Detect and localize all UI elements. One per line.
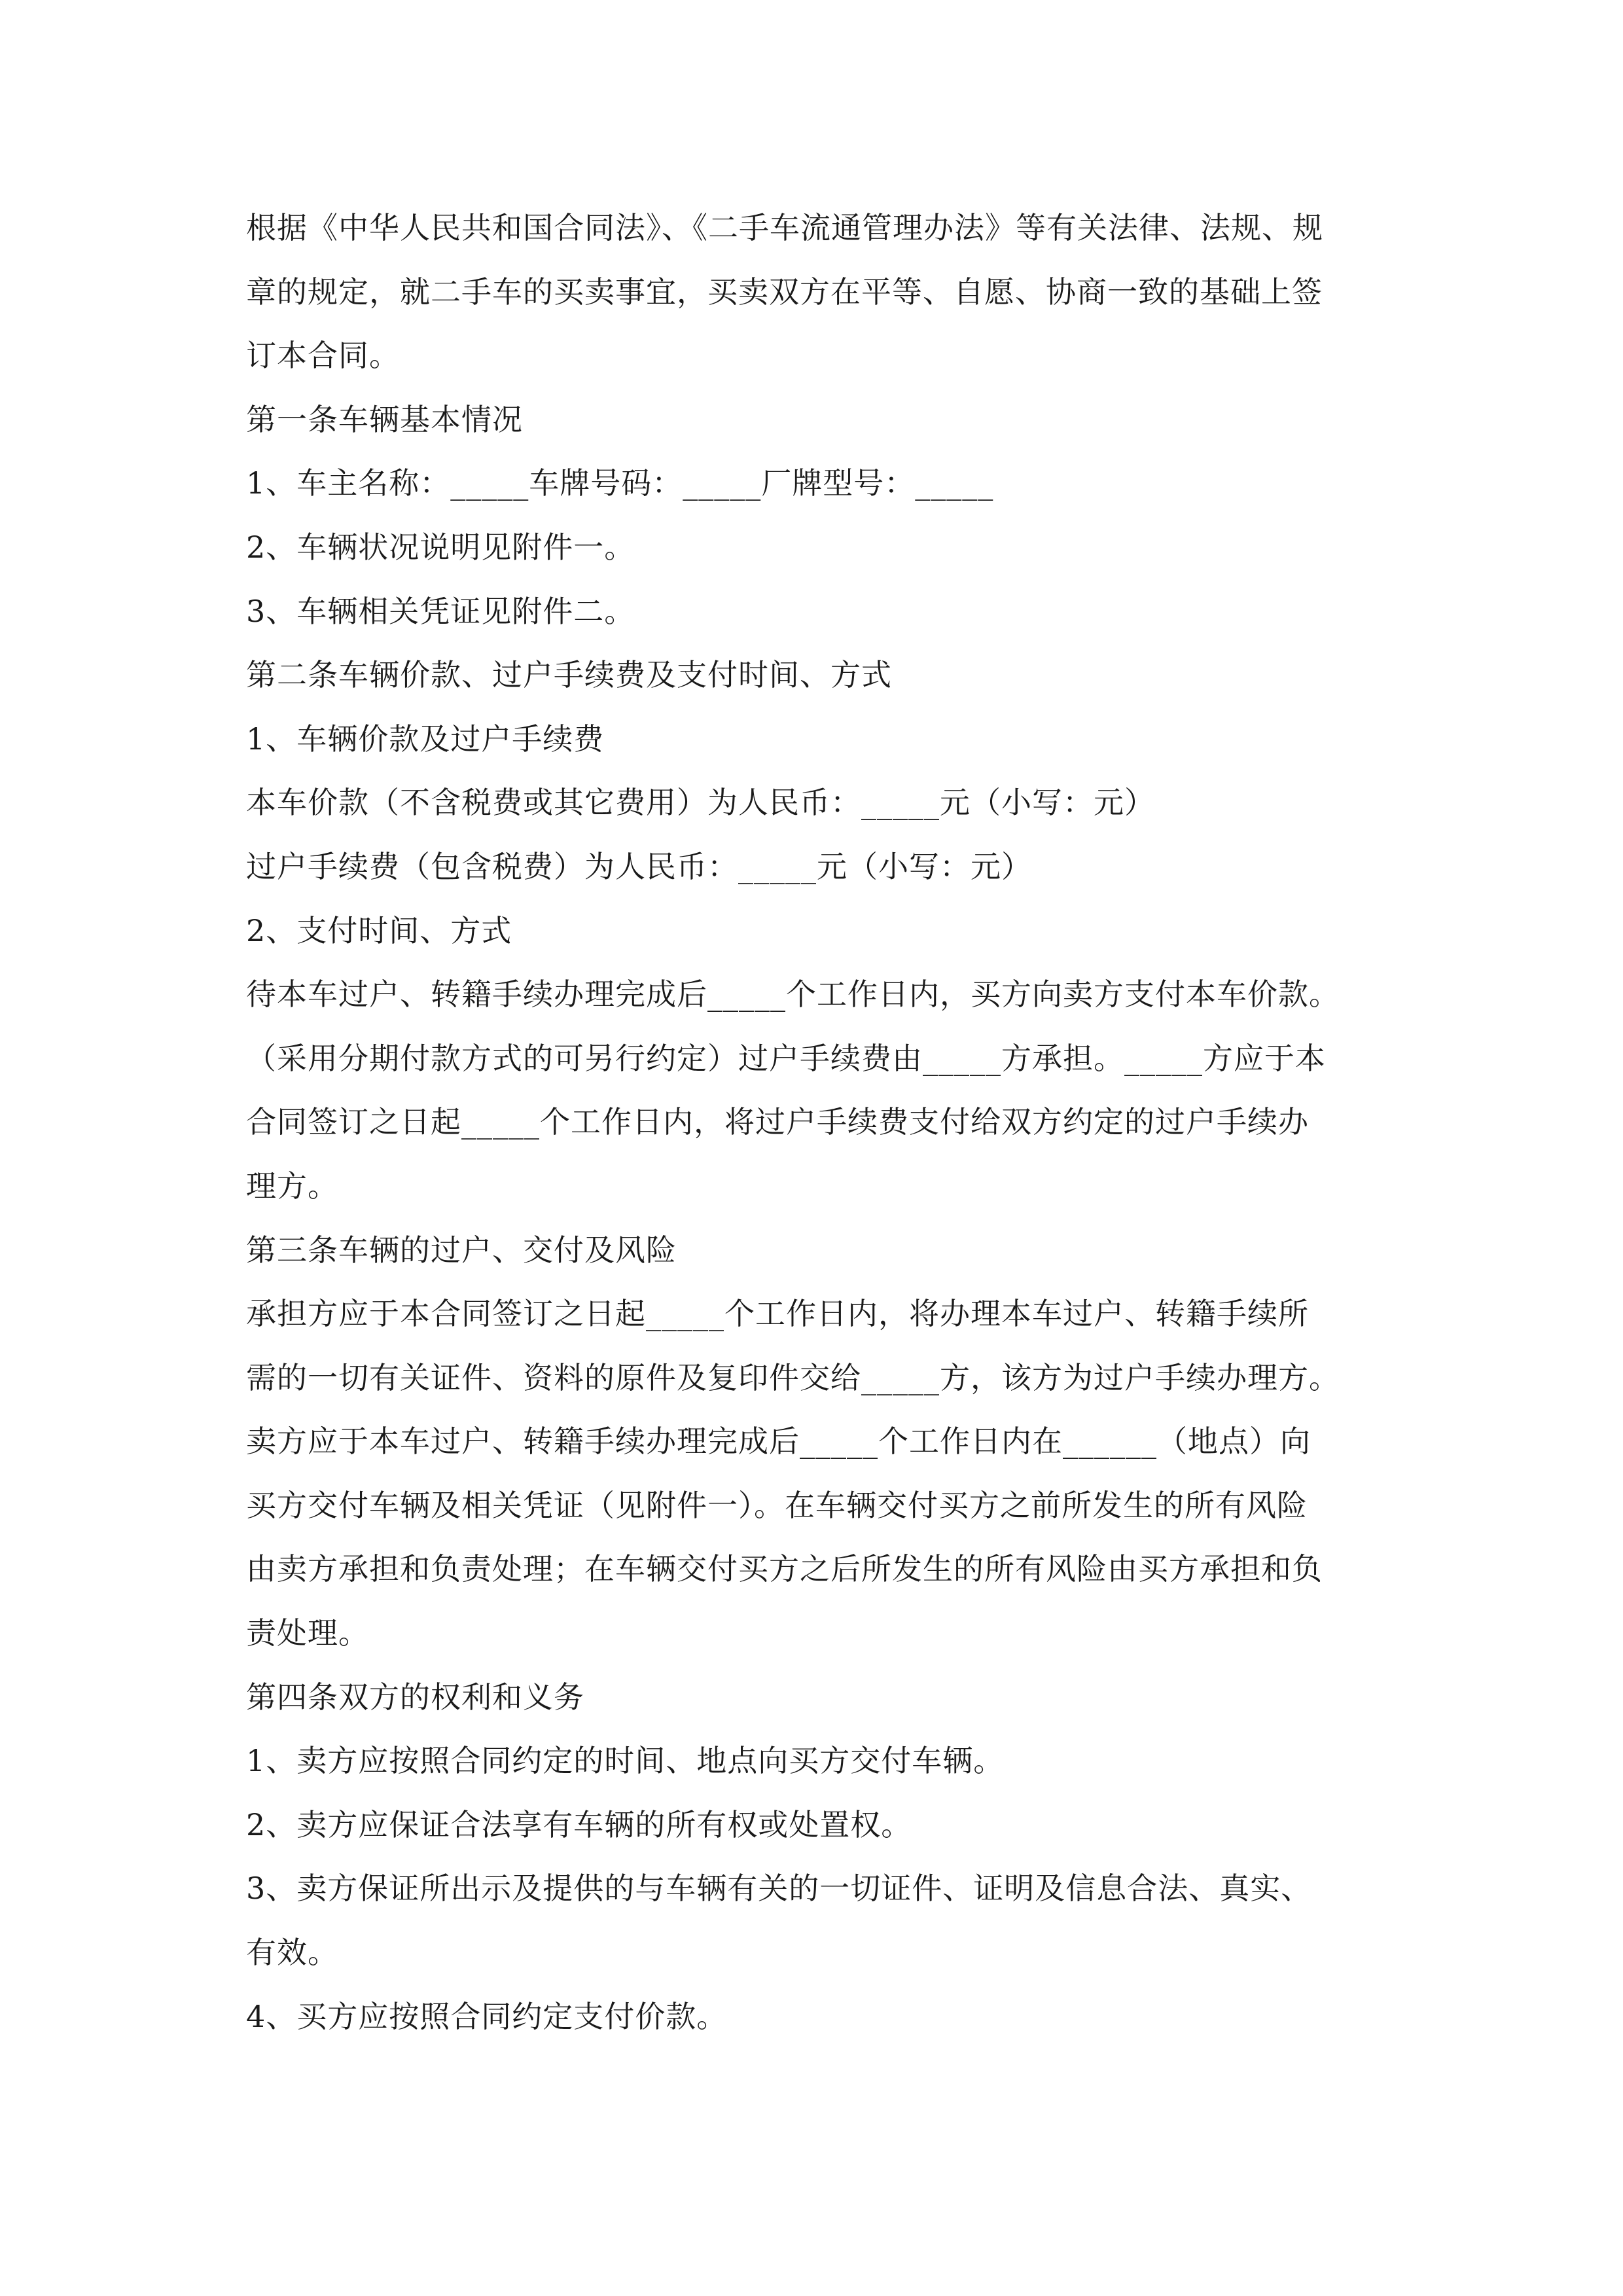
section-heading: 第二条车辆价款、过户手续费及支付时间、方式 bbox=[246, 657, 892, 693]
text-line: 合同签订之日起_____个工作日内，将过户手续费支付给双方约定的过户手续办 bbox=[246, 1104, 1309, 1140]
text-line: 责处理。 bbox=[246, 1615, 369, 1651]
text-line: 买方交付车辆及相关凭证（见附件一）。在车辆交付买方之前所发生的所有风险 bbox=[246, 1487, 1308, 1523]
text-line: 有效。 bbox=[246, 1935, 338, 1971]
text-line: 2、支付时间、方式 bbox=[246, 912, 512, 948]
text-line: 根据《中华人民共和国合同法》、《二手车流通管理办法》等有关法律、法规、规 bbox=[246, 210, 1323, 245]
text-line: 1、车主名称：_____车牌号码：_____厂牌型号：_____ bbox=[246, 465, 994, 501]
text-line: 由卖方承担和负责处理；在车辆交付买方之后所发生的所有风险由买方承担和负 bbox=[246, 1551, 1323, 1587]
section-heading: 第四条双方的权利和义务 bbox=[246, 1679, 584, 1715]
text-line: 章的规定，就二手车的买卖事宜，买卖双方在平等、自愿、协商一致的基础上签 bbox=[246, 274, 1323, 310]
text-line: 需的一切有关证件、资料的原件及复印件交给_____方，该方为过户手续办理方。 bbox=[246, 1359, 1340, 1395]
text-line: 1、卖方应按照合同约定的时间、地点向买方交付车辆。 bbox=[246, 1743, 1005, 1779]
text-line: 1、车辆价款及过户手续费 bbox=[246, 721, 605, 757]
text-line: 过户手续费（包含税费）为人民币：_____元（小写：元） bbox=[246, 848, 1032, 884]
text-line: 订本合同。 bbox=[246, 338, 400, 374]
text-line: 本车价款（不含税费或其它费用）为人民币：_____元（小写：元） bbox=[246, 785, 1155, 821]
text-line: （采用分期付款方式的可另行约定）过户手续费由_____方承担。_____方应于本 bbox=[246, 1040, 1326, 1076]
text-line: 理方。 bbox=[246, 1168, 338, 1204]
text-line: 卖方应于本车过户、转籍手续办理完成后_____个工作日内在______（地点）向 bbox=[246, 1424, 1311, 1460]
text-line: 2、车辆状况说明见附件一。 bbox=[246, 529, 635, 565]
section-heading: 第三条车辆的过户、交付及风险 bbox=[246, 1232, 677, 1268]
text-line: 2、卖方应保证合法享有车辆的所有权或处置权。 bbox=[246, 1806, 912, 1842]
contract-body bbox=[246, 196, 1424, 2049]
text-line: 3、车辆相关凭证见附件二。 bbox=[246, 593, 635, 629]
text-line: 待本车过户、转籍手续办理完成后_____个工作日内，买方向卖方支付本车价款。 bbox=[246, 977, 1340, 1013]
text-line: 承担方应于本合同签订之日起_____个工作日内，将办理本车过户、转籍手续所 bbox=[246, 1296, 1309, 1332]
section-heading: 第一条车辆基本情况 bbox=[246, 401, 523, 437]
text-line: 4、买方应按照合同约定支付价款。 bbox=[246, 1998, 728, 2034]
text-line: 3、卖方保证所出示及提供的与车辆有关的一切证件、证明及信息合法、真实、 bbox=[246, 1871, 1312, 1907]
